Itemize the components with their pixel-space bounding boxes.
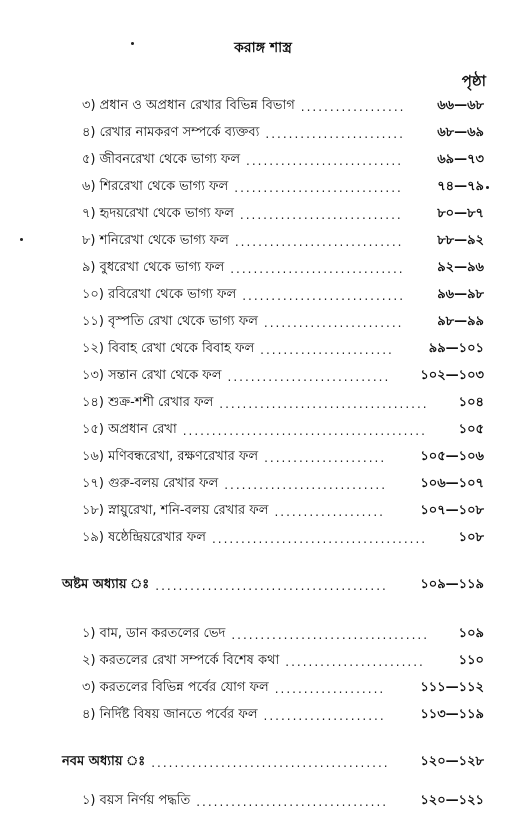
toc-entry-page: ৭৪—৭৯ (437, 179, 484, 194)
toc-entry-page: ৮০—৮৭ (437, 206, 484, 221)
toc-entry (0, 93, 526, 120)
toc-chapter-row (0, 749, 526, 776)
toc-entry-title: ৭) হৃদয়রেখা থেকে ভাগ্য ফল (82, 206, 234, 221)
toc-entry-title: ১৪) শুক্র-শশী রেখার ফল (82, 395, 214, 410)
toc-entry-page: ১১৩—১১৯ (420, 707, 484, 722)
dot-leader: ............................ (242, 288, 406, 303)
toc-entry (0, 147, 526, 174)
toc-entry-title: ১৯) ষষ্ঠেন্দ্রিয়রেখার ফল (82, 530, 206, 545)
toc-entry-page: ১১১—১১২ (420, 680, 484, 695)
dot-leader: ..................... (263, 708, 386, 723)
toc-entry-page: ১০৯ (458, 626, 484, 641)
toc-entry (0, 390, 526, 417)
dot-leader: ..................... (264, 450, 387, 465)
dot-leader: ........................ (263, 315, 404, 330)
toc-entry-title: ৪) নির্দিষ্ট বিষয় জানতে পর্বের ফল (82, 707, 258, 722)
toc-entry (0, 120, 526, 147)
toc-entry (0, 648, 526, 675)
toc-entry (0, 788, 526, 815)
toc-entry-page: ১০২—১০৩ (420, 368, 484, 383)
toc-entry-title: ১৫) অপ্রধান রেখা (82, 422, 177, 437)
toc-entry-title: ৬) শিররেখা থেকে ভাগ্য ফল (82, 179, 229, 194)
toc-entry (0, 309, 526, 336)
running-header: করাঙ্গ শাস্ত্র (234, 40, 292, 56)
toc-entry (0, 498, 526, 525)
toc-entry-page: ৯৯—১০১ (428, 341, 484, 356)
table-of-contents (0, 93, 526, 815)
toc-entry (0, 621, 526, 648)
toc-entry (0, 336, 526, 363)
toc-entry-title: ১৮) স্নায়ুরেখা, শনি-বলয় রেখার ফল (82, 503, 269, 518)
toc-entry (0, 417, 526, 444)
toc-chapter-8 (0, 572, 526, 599)
dot-leader: ............................ (227, 369, 391, 384)
toc-entry (0, 471, 526, 498)
toc-chapter-row (0, 572, 526, 599)
dot-leader: ............................. (234, 180, 403, 195)
print-speck (131, 42, 134, 45)
toc-entry (0, 228, 526, 255)
toc-entry-title: ১১) বৃস্পতি রেখা থেকে ভাগ্য ফল (82, 314, 258, 329)
toc-entry-title: ১৩) সন্তান রেখা থেকে ফল (82, 368, 222, 383)
toc-entry-page: ৮৮—৯২ (437, 233, 484, 248)
toc-entry-title: ১৬) মণিবন্ধরেখা, রক্ষণরেখার ফল (82, 449, 259, 464)
dot-leader: .................. (300, 99, 406, 114)
toc-entry-page: ৬৬—৬৮ (437, 98, 484, 113)
toc-entry-title: ১২) বিবাহ রেখা থেকে বিবাহ ফল (82, 341, 255, 356)
dot-leader: .......................................... (182, 423, 427, 438)
toc-entry-page: ১১০ (458, 653, 484, 668)
dot-leader: ............................ (224, 477, 388, 492)
dot-leader: ....................... (260, 342, 394, 357)
toc-entry-title: ৯) বুধরেখা থেকে ভাগ্য ফল (82, 260, 225, 275)
dot-leader: ........................ (265, 126, 405, 141)
toc-chapter-9 (0, 749, 526, 776)
toc-entry (0, 363, 526, 390)
toc-section-7 (0, 93, 526, 552)
dot-leader: .............................. (230, 261, 405, 276)
toc-entry (0, 702, 526, 729)
toc-entry-page: ৬৮—৬৯ (437, 125, 484, 140)
dot-leader: ................... (274, 681, 386, 696)
toc-entry (0, 255, 526, 282)
toc-entry-page: ১০৫ (458, 422, 484, 437)
toc-entry-page: ৯৬—৯৮ (437, 287, 484, 302)
toc-entry-page: ১০৬—১০৭ (420, 476, 484, 491)
dot-leader: ................................. (196, 794, 389, 809)
toc-section-8 (0, 621, 526, 729)
dot-leader: ........................... (246, 153, 404, 168)
dot-leader: ........................ (285, 654, 425, 669)
toc-entry-title: ৪) রেখার নামকরণ সম্পর্কে ব্যক্তব্য (82, 125, 260, 140)
toc-entry-page: ১০৮ (458, 530, 484, 545)
toc-entry-page: ১২০—১২৮ (420, 754, 484, 769)
toc-entry-page: ১০৭—১০৮ (420, 503, 484, 518)
toc-entry-page: ৬৯—৭৩ (437, 152, 484, 167)
toc-entry-title: ১) বয়স নির্ণয় পদ্ধতি (82, 793, 191, 808)
toc-entry (0, 675, 526, 702)
dot-leader: ............................ (239, 207, 403, 222)
toc-entry-page: ১০৫—১০৬ (420, 449, 484, 464)
toc-entry (0, 174, 526, 201)
toc-entry-title: ১০) রবিরেখা থেকে ভাগ্য ফল (82, 287, 237, 302)
toc-entry-title: ১) বাম, ডান করতলের ভেদ (82, 626, 226, 641)
toc-entry-page: ৯৮—৯৯ (437, 314, 484, 329)
toc-entry (0, 282, 526, 309)
toc-entry (0, 444, 526, 471)
toc-entry-page: ৯২—৯৬ (437, 260, 484, 275)
toc-entry-page: ১২০—১২১ (420, 793, 484, 808)
toc-entry-title: ১৭) গুরু-বলয় রেখার ফল (82, 476, 219, 491)
toc-entry-title: ৫) জীবনরেখা থেকে ভাগ্য ফল (82, 152, 241, 167)
toc-entry-title: ২) করতলের রেখা সম্পর্কে বিশেষ কথা (82, 653, 280, 668)
toc-entry-page: ১০৪ (458, 395, 484, 410)
toc-entry-title: ৮) শনিরেখা থেকে ভাগ্য ফল (82, 233, 229, 248)
toc-entry (0, 525, 526, 552)
toc-entry (0, 201, 526, 228)
toc-entry-title: ৩) প্রধান ও অপ্রধান রেখার বিভিন্ন বিভাগ (82, 98, 295, 113)
toc-entry-title: অষ্টম অধ্যায় ঃ (62, 577, 150, 592)
toc-entry-title: ৩) করতলের বিভিন্ন পর্বের যোগ ফল (82, 680, 269, 695)
dot-leader: ............................. (234, 234, 404, 249)
dot-leader: .................................. (231, 627, 430, 642)
dot-leader: ..................................... (211, 531, 428, 546)
page-column-label: পৃষ্ঠা (461, 72, 486, 90)
dot-leader: .................................... (219, 396, 429, 411)
toc-section-9 (0, 788, 526, 815)
dot-leader: ................... (274, 504, 385, 519)
toc-entry-title: নবম অধ্যায় ঃ (62, 754, 146, 769)
dot-leader: ........................................ (155, 578, 388, 593)
toc-entry-page: ১০৯—১১৯ (420, 577, 484, 592)
dot-leader: ......................................... (151, 755, 390, 770)
